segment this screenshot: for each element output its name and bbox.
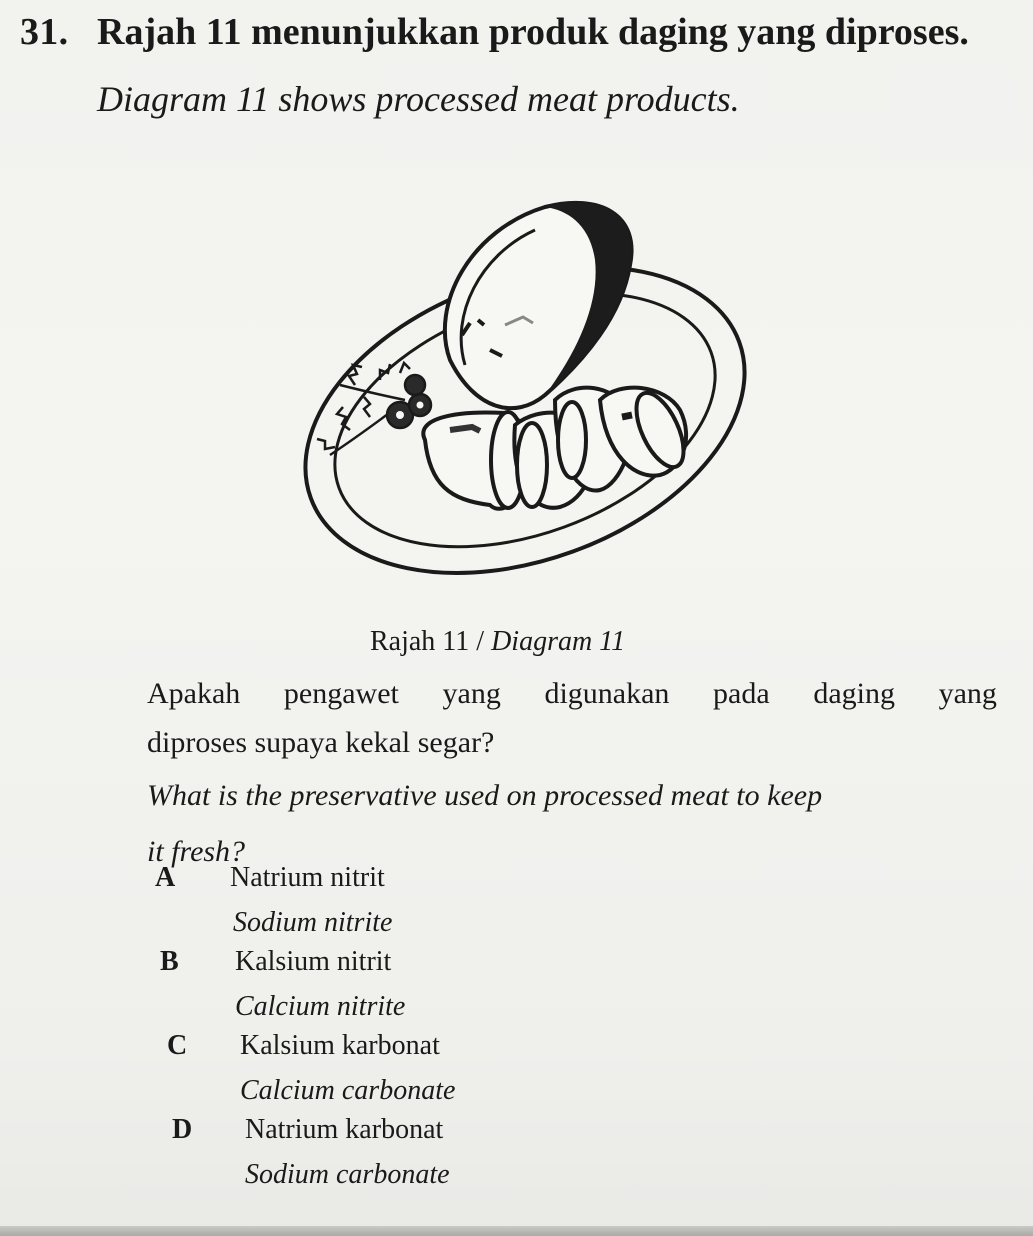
meat-slice-1-shape (423, 412, 527, 509)
option-text-english: Sodium nitrite (233, 907, 393, 938)
option-letter: C (167, 1030, 188, 1061)
question-title-malay: Rajah 11 menunjukkan produk daging yang diproses. (97, 11, 969, 53)
prompt-word: daging (813, 677, 895, 710)
option-text-english: Calcium nitrite (235, 991, 406, 1022)
prompt-word: yang (938, 677, 997, 710)
prompt-malay-line-1 (147, 670, 997, 718)
option-letter: D (172, 1114, 193, 1145)
screen-bottom-edge (0, 1226, 1033, 1236)
prompt-word: yang (442, 677, 501, 710)
diagram-caption (370, 626, 625, 658)
prompt-word: pada (713, 677, 770, 710)
question-title-english: Diagram 11 shows processed meat products. (97, 79, 740, 119)
option-text-malay: Kalsium nitrit (235, 946, 392, 977)
option-text-malay: Kalsium karbonat (240, 1030, 440, 1061)
prompt-word: digunakan (544, 677, 670, 710)
option-text-english: Sodium carbonate (245, 1159, 450, 1190)
prompt-english-line-2: it fresh? (147, 835, 246, 868)
prompt-english-line-1: What is the preservative used on processed meat to keep (147, 779, 823, 812)
question-prompt (147, 670, 997, 880)
prompt-malay-line-2: diproses supaya kekal segar? (147, 726, 495, 759)
parsley-garnish-shape (317, 363, 431, 455)
caption-malay: Rajah 11 / (370, 626, 485, 657)
processed-meat-illustration (300, 185, 770, 615)
option-text-malay: Natrium karbonat (245, 1114, 444, 1145)
option-text-english: Calcium carbonate (240, 1075, 456, 1106)
question-number: 31. (20, 11, 69, 53)
prompt-word: pengawet (283, 677, 399, 710)
option-text-malay: Natrium nitrit (230, 862, 385, 893)
option-letter: B (160, 946, 179, 977)
whole-meat-loaf-shape (445, 203, 632, 408)
prompt-word: Apakah (147, 677, 241, 710)
caption-english: Diagram 11 (491, 626, 626, 657)
option-letter: A (155, 862, 176, 893)
